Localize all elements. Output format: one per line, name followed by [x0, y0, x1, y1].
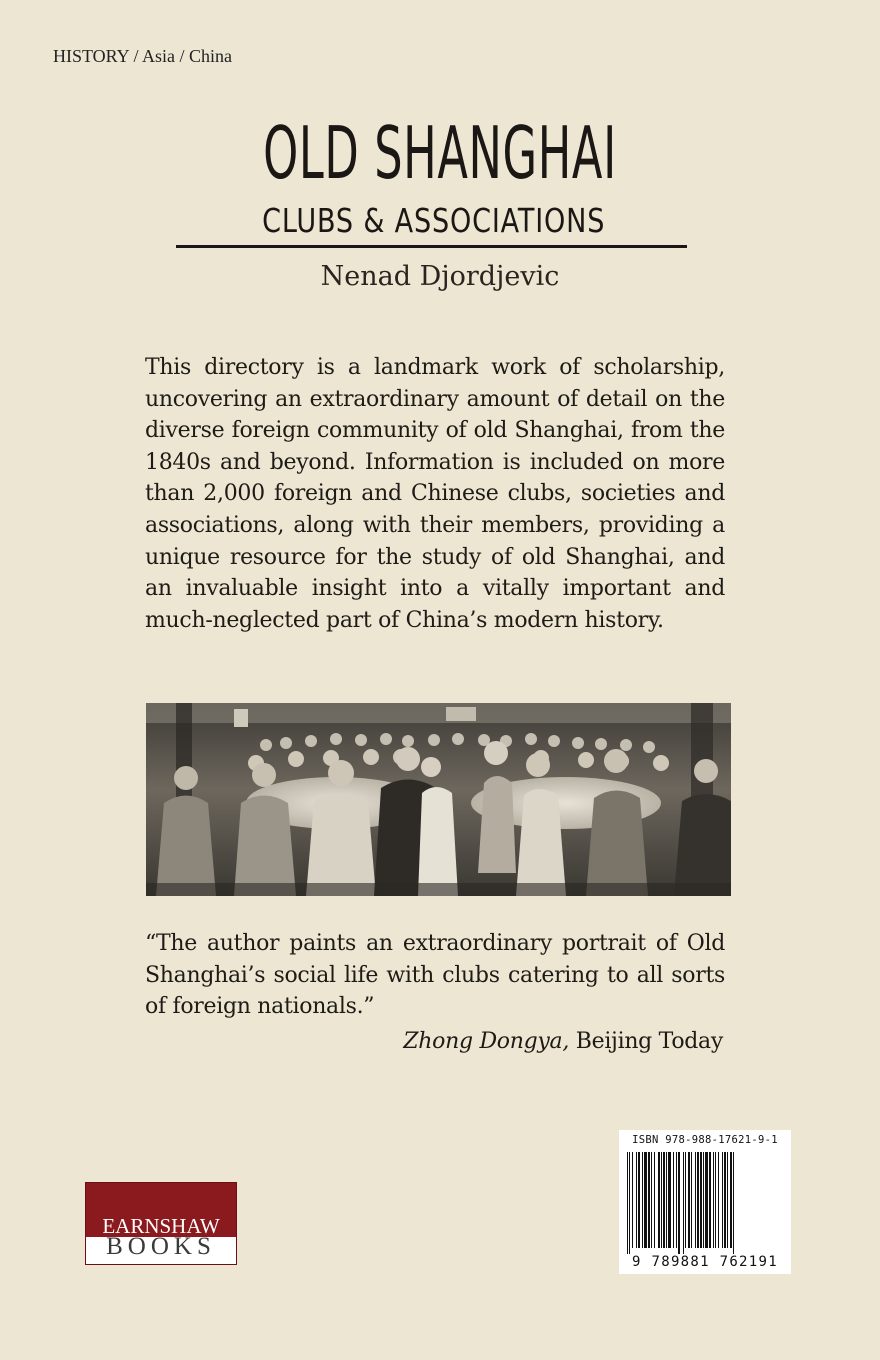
review-quote: “The author paints an extraordinary portrait of Old Shanghai’s social life with clubs catering to all sorts of foreign nationals.” [145, 931, 725, 1020]
reviewer-name: Zhong Dongya, [403, 1029, 570, 1054]
historical-group-photo [146, 703, 731, 896]
isbn-barcode [619, 1130, 791, 1274]
barcode-bars [625, 1152, 785, 1254]
quote-attribution [403, 1026, 723, 1058]
barcode-digits: 9 789881 762191 [632, 1254, 778, 1270]
publisher-sub: BOOKS [106, 1233, 216, 1260]
category-label: HISTORY / Asia / China [53, 46, 233, 66]
publisher-name: EARNSHAW [102, 1214, 220, 1238]
publisher-logo [85, 1182, 237, 1265]
isbn-label: ISBN 978-988-17621-9-1 [632, 1134, 778, 1146]
book-title: OLD SHANGHAI [263, 111, 617, 195]
review-source: Beijing Today [575, 1029, 723, 1054]
title-divider [176, 245, 687, 248]
author-name: Nenad Djordjevic [320, 261, 560, 292]
description-blurb: This directory is a landmark work of scholarship, uncovering an extraordinary amount of detail on the diverse foreign community of old Shanghai, from the 1840s and beyond. Information is included on more than 2,000 foreign and Chinese clubs, societies and associations, along with their members, providing a unique resource for the study of old Shanghai, and an invaluable insight into a vitally important and much-neglected part of China’s modern history. [145, 355, 725, 633]
book-subtitle: CLUBS & ASSOCIATIONS [262, 201, 606, 240]
